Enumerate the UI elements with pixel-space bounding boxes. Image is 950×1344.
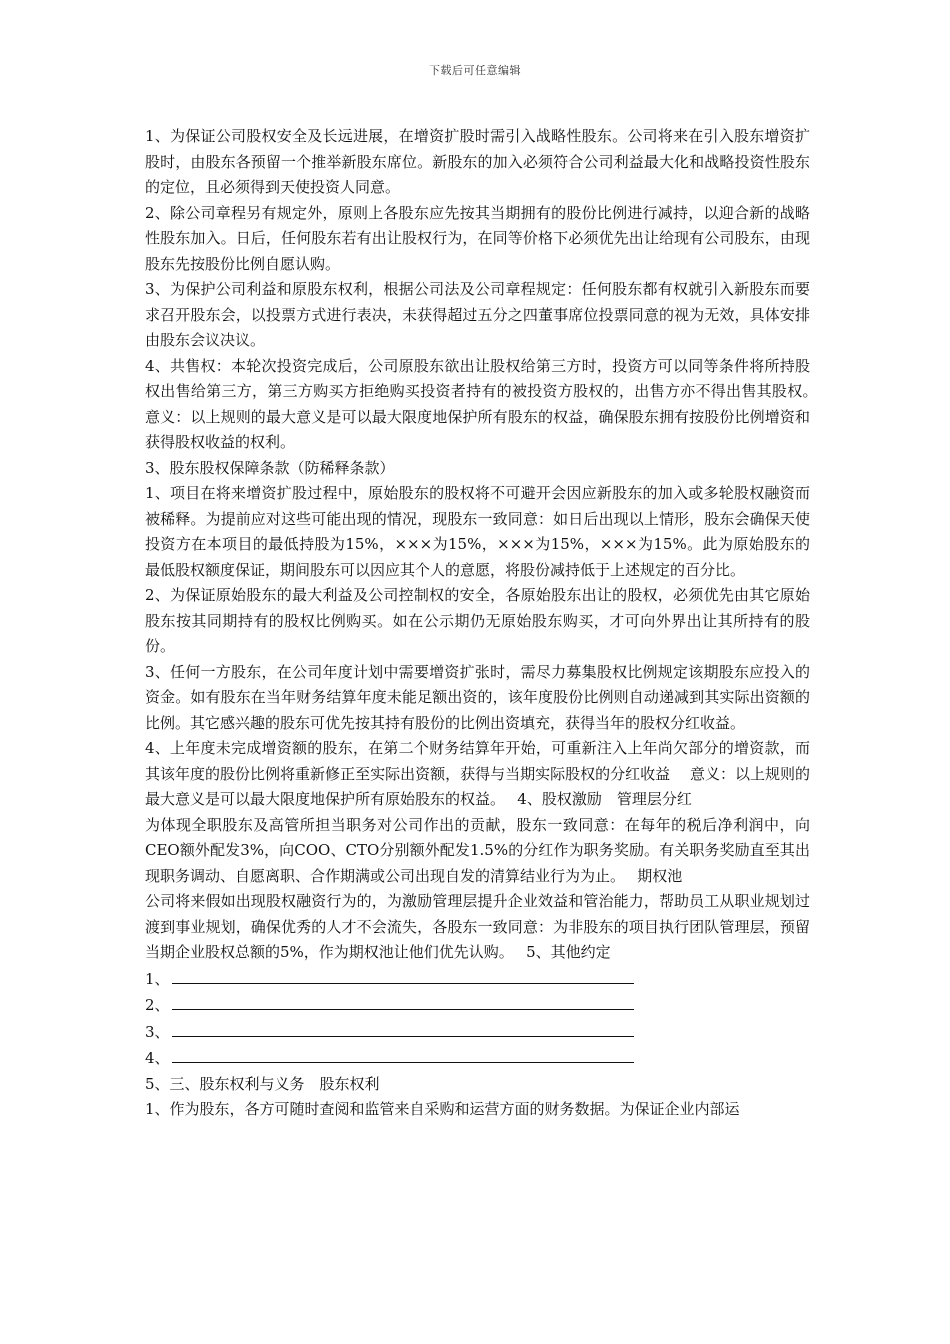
paragraph: 1、项目在将来增资扩股过程中，原始股东的股权将不可避开会因应新股东的加入或多轮股权融资而被稀释。为提前应对这些可能出现的情况，现股东一致同意：如日后出现以上情形，股东会确保天使投资方在本项目的最低持股为15%，×××为15%，×××为15%，×××为15%。此为原始股东的最低股权额度保证，期间股东可以因应其个人的意愿，将股份减持低于上述规定的百分比。	[145, 484, 810, 579]
page-header: 下载后可任意编辑	[429, 64, 521, 77]
paragraph: 4、共售权：本轮次投资完成后，公司原股东欲出让股权给第三方时，投资方可以同等条件将所持股权出售给第三方，第三方购买方拒绝购买投资者持有的被投资方股权的，出售方亦不得出售其股权。 意义：以上规则的最大意义是可以最大限度地保护所有股东的权益，确保股东拥有按股份比例增资和获得股权收益的权利。	[145, 356, 830, 451]
blank-line-number: 2、	[145, 996, 170, 1014]
paragraph: 为体现全职股东及高管所担当职务对公司作出的贡献，股东一致同意：在每年的税后净利润中，向CEO额外配发3%，向COO、CTO分别额外配发1.5%的分红作为职务奖励。有关职务奖励直至其出现职务调动、自愿离职、合作期满或公司出现自发的清算结业行为为止。 期权池	[145, 815, 810, 885]
section-heading: 5、三、股东权利与义务 股东权利	[145, 1074, 380, 1093]
document-body	[145, 124, 830, 1123]
blank-line-number: 4、	[145, 1049, 170, 1067]
blank-underline	[172, 1045, 634, 1063]
blank-line-number: 1、	[145, 969, 170, 988]
blank-fill-line	[145, 992, 810, 1019]
blank-underline	[172, 966, 634, 984]
paragraph: 公司将来假如出现股权融资行为的，为激励管理层提升企业效益和管治能力，帮助员工从职业规划过渡到事业规划，确保优秀的人才不会流失，各股东一致同意：为非股东的项目执行团队管理层，预留当期企业股权总额的5%，作为期权池让他们优先认购。 5、其他约定	[145, 892, 810, 961]
paragraph: 3、为保护公司利益和原股东权利，根据公司法及公司章程规定：任何股东都有权就引入新股东而要求召开股东会，以投票方式进行表决，未获得超过五分之四董事席位投票同意的视为无效，具体安排由股东会议决议。	[145, 280, 810, 349]
blank-underline	[172, 1019, 634, 1037]
paragraph: 3、任何一方股东，在公司年度计划中需要增资扩张时，需尽力募集股权比例规定该期股东应投入的资金。如有股东在当年财务结算年度未能足额出资的，该年度股份比例则自动递减到其实际出资额的比例。其它感兴趣的股东可优先按其持有股份的比例出资填充，获得当年的股权分红收益。	[145, 662, 810, 732]
blank-fill-line	[145, 1019, 810, 1046]
blank-line-number: 3、	[145, 1022, 170, 1041]
paragraph: 2、为保证原始股东的最大利益及公司控制权的安全，各原始股东出让的股权，必须优先由其它原始股东按其同期持有的股权比例购买。如在公示期仍无原始股东购买，才可向外界出让其所持有的股份。	[145, 586, 810, 655]
blank-underline	[172, 992, 634, 1010]
paragraph: 1、为保证公司股权安全及长远进展，在增资扩股时需引入战略性股东。公司将来在引入股东增资扩股时，由股东各预留一个推举新股东席位。新股东的加入必须符合公司利益最大化和战略投资性股东的定位，且必须得到天使投资人同意。	[145, 127, 810, 196]
blank-fill-line	[145, 966, 810, 993]
paragraph: 2、除公司章程另有规定外，原则上各股东应先按其当期拥有的股份比例进行减持，以迎合新的战略性股东加入。日后，任何股东若有出让股权行为，在同等价格下必须优先出让给现有公司股东，由现股东先按股份比例自愿认购。	[145, 203, 810, 273]
paragraph: 4、上年度未完成增资额的股东，在第二个财务结算年开始，可重新注入上年尚欠部分的增资款，而其该年度的股份比例将重新修正至实际出资额，获得与当期实际股权的分红收益 意义：以上规则的最大意义是可以最大限度地保护所有原始股东的权益。 4、股权激励 管理层分红	[145, 739, 810, 808]
blank-fill-line	[145, 1045, 810, 1072]
section-heading: 3、股东股权保障条款（防稀释条款）	[145, 458, 395, 477]
paragraph: 1、作为股东，各方可随时查阅和监管来自采购和运营方面的财务数据。为保证企业内部运	[145, 1100, 740, 1118]
